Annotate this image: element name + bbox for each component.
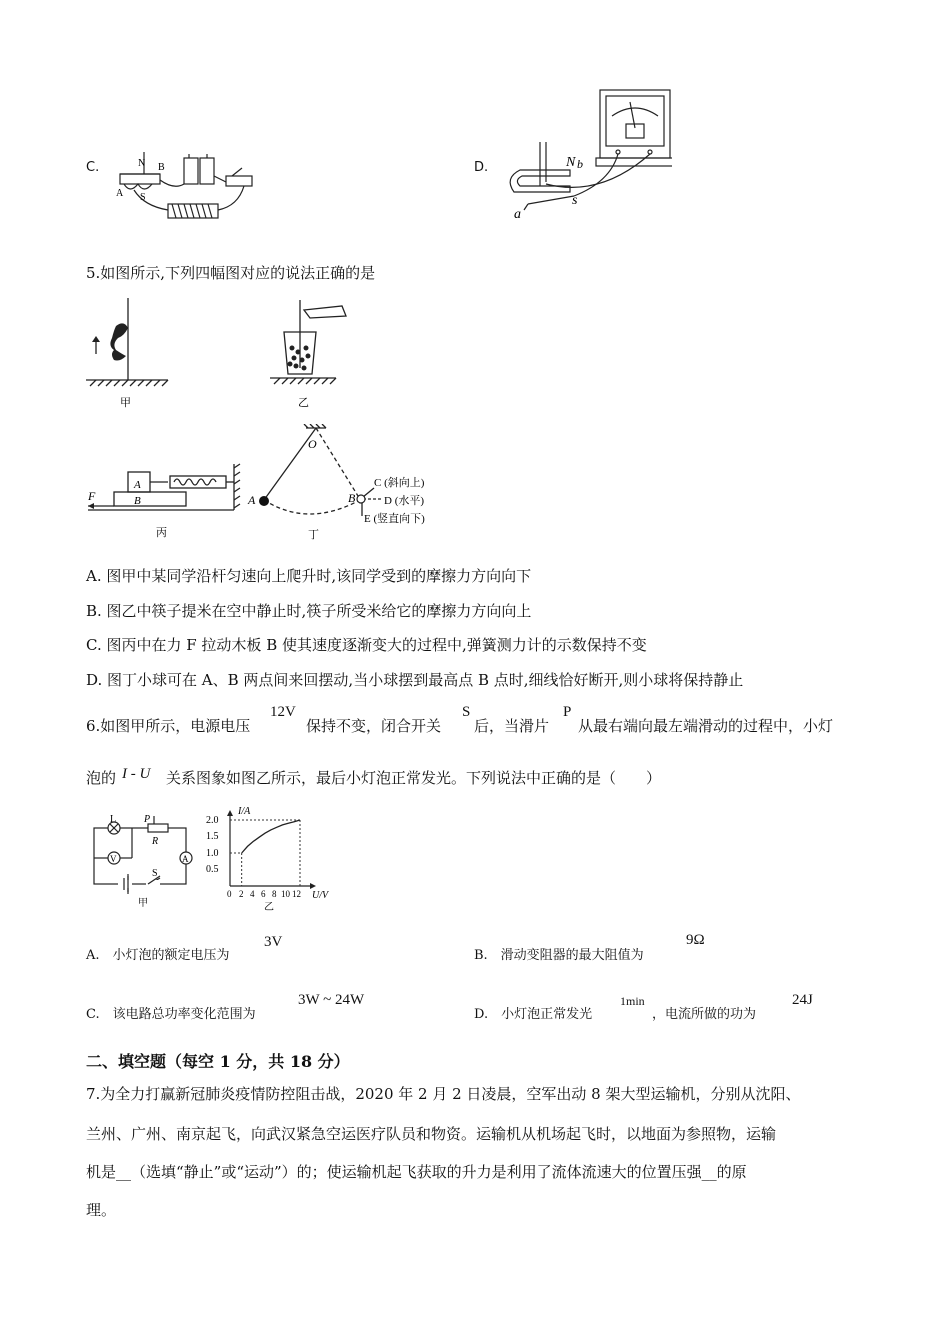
q7-line-1: 7.为全力打赢新冠肺炎疫情防控阻击战，2020 年 2 月 2 日凌晨，空军出动 8 架大型运输机，分别从沈阳、 xyxy=(86,1085,801,1103)
xtick-4: 4 xyxy=(250,889,255,899)
figure-d-galvanometer-magnet xyxy=(500,86,672,236)
label-n: N xyxy=(566,155,576,170)
caption-ding: 丁 xyxy=(308,529,319,541)
q6-iu: I - U xyxy=(122,766,151,782)
label-V: V xyxy=(110,854,117,864)
q5-option-a: A. 图甲中某同学沿杆匀速向上爬升时,该同学受到的摩擦力方向向下 xyxy=(86,567,532,585)
label-S: S xyxy=(152,868,158,879)
label-F: F xyxy=(88,489,96,503)
label-s: s xyxy=(572,193,578,208)
label-a: a xyxy=(514,207,521,222)
caption-jia: 甲 xyxy=(120,397,131,409)
q5-option-c: C. 图丙中在力 F 拉动木板 B 使其速度逐渐变大的过程中,弹簧测力计的示数保持不变 xyxy=(86,636,647,654)
q6-line1-b: 保持不变，闭合开关 xyxy=(306,717,442,735)
caption-yi: 乙 xyxy=(298,397,309,409)
ytick-0.5: 0.5 xyxy=(206,864,219,875)
q6-option-d: D. 小灯泡正常发光 xyxy=(474,1007,593,1022)
label-A: A xyxy=(182,854,189,864)
iu-curve xyxy=(242,820,300,853)
label-board-A: A xyxy=(134,479,141,491)
label-D-direction: D (水平) xyxy=(384,495,425,507)
figure-yi-chopstick-rice xyxy=(266,296,356,412)
figure-jia-climbing-pole xyxy=(82,296,172,412)
q6-option-a: A. 小灯泡的额定电压为 xyxy=(86,948,230,963)
caption-bing: 丙 xyxy=(156,527,167,539)
xtick-10: 10 xyxy=(281,889,290,899)
q6-line1-c: 后，当滑片 xyxy=(474,717,550,735)
graph-xlabel: U/V xyxy=(312,890,329,901)
q6-option-b-value: 9Ω xyxy=(686,932,705,948)
label-n: N xyxy=(138,158,146,169)
question-5-stem: 5.如图所示,下列四幅图对应的说法正确的是 xyxy=(86,264,376,282)
figure-ding-pendulum xyxy=(242,424,442,544)
q6-line1-a: 6.如图甲所示，电源电压 xyxy=(86,717,251,735)
q6-line2-b: 关系图象如图乙所示，最后小灯泡正常发光。下列说法中正确的是（ ） xyxy=(166,769,662,787)
q6-option-d-b: ，电流所做的功为 xyxy=(652,1007,757,1022)
label-E-direction: E (竖直向下) xyxy=(364,513,425,525)
q6-option-a-value: 3V xyxy=(264,934,283,950)
xtick-0: 0 xyxy=(227,889,232,899)
q6-switch-s: S xyxy=(462,704,471,720)
q7-line-4: 理。 xyxy=(86,1201,117,1219)
xtick-6: 6 xyxy=(261,889,266,899)
q6-line2-a: 泡的 xyxy=(86,769,117,787)
caption-graph: 乙 xyxy=(264,902,274,912)
label-P: P xyxy=(144,814,151,825)
caption-circuit: 甲 xyxy=(138,898,148,909)
q7-line-2: 兰州、广州、南京起飞，向武汉紧急空运医疗队员和物资。运输机从机场起飞时，以地面为参照物，运输 xyxy=(86,1125,777,1143)
q6-slider-p: P xyxy=(563,704,572,720)
figure-iu-graph xyxy=(200,806,336,912)
q5-option-d: D. 图丁小球可在 A、B 两点间来回摆动,当小球摆到最高点 B 点时,细线恰好断开,则小球将保持静止 xyxy=(86,671,744,689)
ytick-2.0: 2.0 xyxy=(206,815,219,826)
q6-option-d-value: 24J xyxy=(792,992,813,1008)
label-b: b xyxy=(577,157,583,171)
figure-c-electromagnet-circuit xyxy=(114,146,264,236)
label-C-direction: C (斜向上) xyxy=(374,477,425,489)
label-L: L xyxy=(110,814,117,825)
q7-line-3: 机是__（选填“静止”或“运动”）的；使运输机起飞获取的升力是利用了流体流速大的位置压强__的原 xyxy=(86,1163,747,1181)
option-d-label: D. xyxy=(474,160,489,175)
label-point-A: A xyxy=(248,493,256,507)
label-s: S xyxy=(140,192,146,203)
ytick-1.0: 1.0 xyxy=(206,848,219,859)
q6-option-b: B. 滑动变阻器的最大阻值为 xyxy=(474,948,644,963)
label-a: A xyxy=(116,188,124,199)
q6-voltage: 12V xyxy=(270,704,296,720)
figure-circuit-jia xyxy=(88,814,198,910)
q6-option-d-time: 1min xyxy=(620,994,645,1008)
option-c-label: C. xyxy=(86,160,100,175)
graph-ylabel: I/A xyxy=(238,806,251,817)
label-O: O xyxy=(308,437,317,451)
section-2-heading: 二、填空题（每空 1 分，共 18 分） xyxy=(86,1052,350,1071)
xtick-8: 8 xyxy=(272,889,277,899)
ytick-1.5: 1.5 xyxy=(206,831,219,842)
figure-bing-board-spring xyxy=(84,460,248,542)
label-board-B: B xyxy=(134,495,141,507)
q6-line1-d: 从最右端向最左端滑动的过程中，小灯 xyxy=(578,717,834,735)
q6-option-c: C. 该电路总功率变化范围为 xyxy=(86,1007,256,1022)
xtick-2: 2 xyxy=(239,889,244,899)
label-point-B: B xyxy=(348,491,356,505)
q5-option-b: B. 图乙中筷子提米在空中静止时,筷子所受米给它的摩擦力方向向上 xyxy=(86,602,532,620)
q6-option-c-value: 3W ~ 24W xyxy=(298,992,365,1008)
label-b: B xyxy=(158,162,165,173)
xtick-12: 12 xyxy=(292,889,301,899)
label-R: R xyxy=(152,836,159,847)
